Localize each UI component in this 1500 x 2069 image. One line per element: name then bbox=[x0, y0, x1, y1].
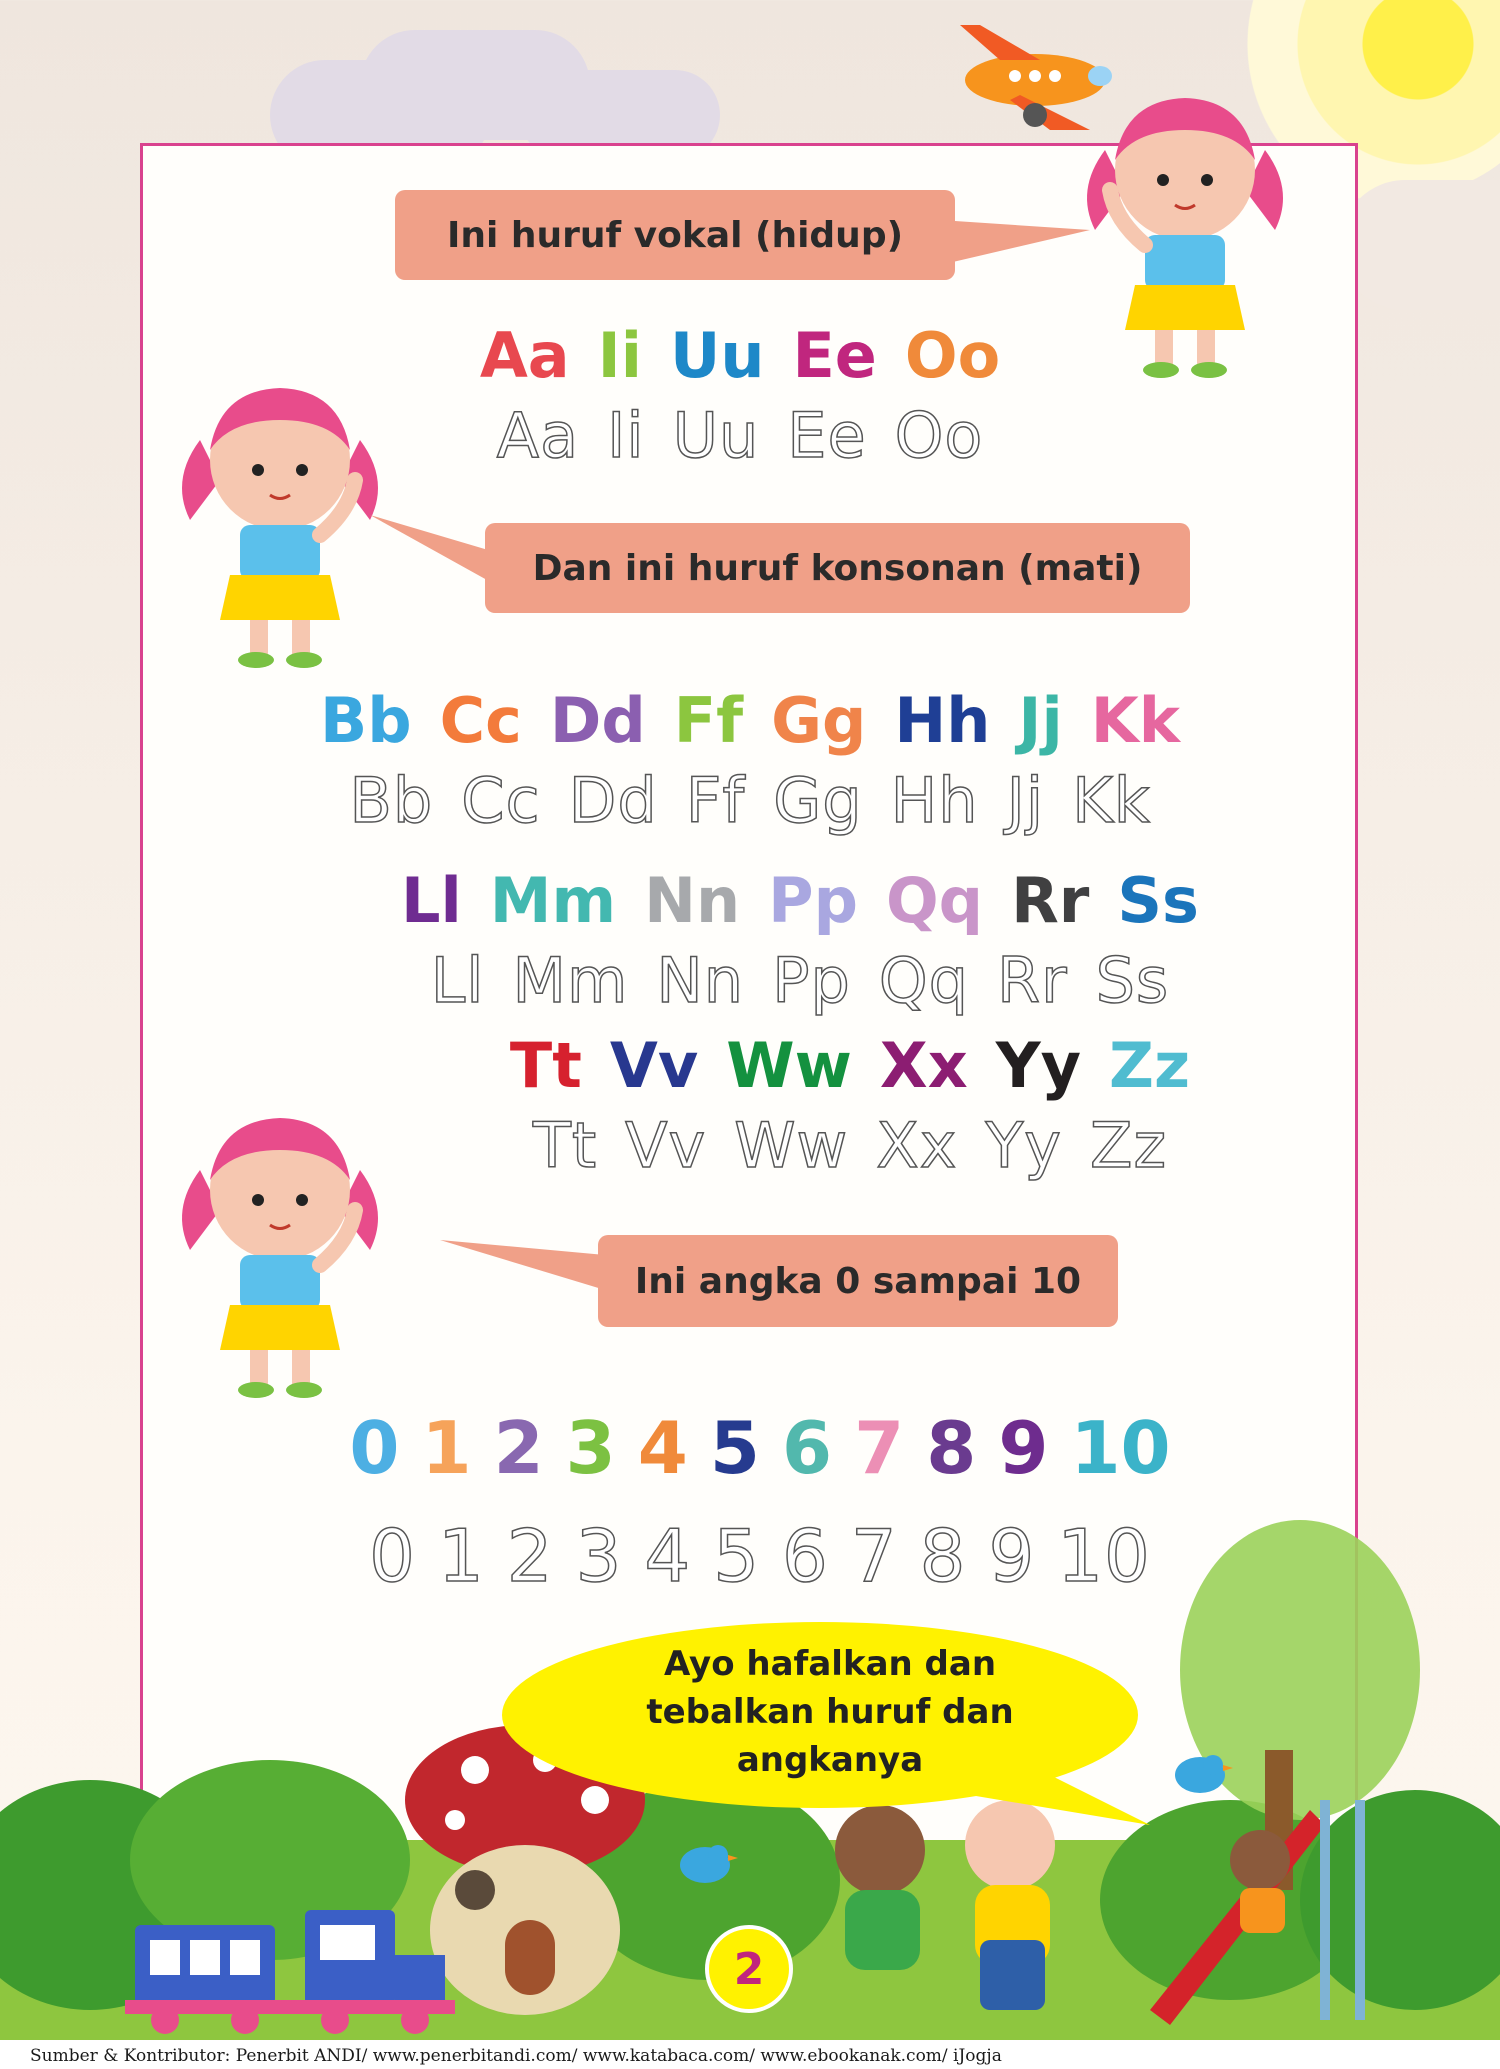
consonant-letter: Hh bbox=[894, 684, 991, 757]
number-digit-trace[interactable]: 1 bbox=[437, 1514, 485, 1598]
vowel-row bbox=[440, 319, 1040, 392]
consonant-letter-trace[interactable]: Ff bbox=[685, 764, 746, 837]
speech-bubble-vowels bbox=[395, 190, 955, 280]
consonant-letter-trace[interactable]: Dd bbox=[568, 764, 658, 837]
consonant-letter: Ss bbox=[1117, 864, 1199, 937]
consonant-letter: Vv bbox=[609, 1029, 699, 1102]
consonant-letter: Jj bbox=[1018, 684, 1063, 757]
number-digit: 6 bbox=[782, 1406, 833, 1490]
consonant-letter-trace[interactable]: Pp bbox=[772, 944, 851, 1017]
consonant-letter-trace[interactable]: Ss bbox=[1095, 944, 1170, 1017]
page-number-badge bbox=[705, 1925, 793, 2013]
consonant-letter-trace[interactable]: Hh bbox=[890, 764, 979, 837]
consonant-letter: Ff bbox=[673, 684, 744, 757]
consonant-trace-row-2 bbox=[400, 944, 1200, 1017]
vowel-letter: Uu bbox=[669, 319, 765, 392]
consonant-letter-trace[interactable]: Yy bbox=[985, 1109, 1063, 1182]
consonant-letter: Tt bbox=[509, 1029, 582, 1102]
vowel-trace-row bbox=[440, 399, 1040, 472]
vowel-letter-trace[interactable]: Oo bbox=[894, 399, 984, 472]
number-digit-trace[interactable]: 10 bbox=[1057, 1514, 1151, 1598]
consonant-letter: Cc bbox=[439, 684, 522, 757]
consonant-row-1 bbox=[300, 684, 1200, 757]
consonant-letter: Yy bbox=[995, 1029, 1082, 1102]
number-digit-trace[interactable]: 8 bbox=[919, 1514, 967, 1598]
bird-illustration bbox=[1165, 1745, 1235, 1800]
bubble-text: Dan ini huruf konsonan (mati) bbox=[532, 547, 1143, 589]
number-digit: 4 bbox=[637, 1406, 688, 1490]
number-digit-trace[interactable]: 2 bbox=[506, 1514, 554, 1598]
consonant-row-3 bbox=[500, 1029, 1200, 1102]
consonant-letter: Qq bbox=[885, 864, 984, 937]
number-digit: 0 bbox=[349, 1406, 400, 1490]
consonant-letter-trace[interactable]: Ll bbox=[430, 944, 485, 1017]
number-digit-trace[interactable]: 7 bbox=[850, 1514, 898, 1598]
consonant-letter: Ll bbox=[401, 864, 462, 937]
consonant-letter: Bb bbox=[319, 684, 412, 757]
consonant-letter: Mm bbox=[489, 864, 617, 937]
speech-bubble-numbers bbox=[598, 1235, 1118, 1327]
bubble-text: Ayo hafalkan dan tebalkan huruf dan angkanya bbox=[646, 1644, 1014, 1780]
consonant-letter-trace[interactable]: Bb bbox=[349, 764, 434, 837]
consonant-letter-trace[interactable]: Nn bbox=[656, 944, 745, 1017]
vowel-letter-trace[interactable]: Aa bbox=[496, 399, 580, 472]
consonant-letter: Xx bbox=[879, 1029, 968, 1102]
number-digit-trace[interactable]: 3 bbox=[575, 1514, 623, 1598]
consonant-letter-trace[interactable]: Kk bbox=[1072, 764, 1151, 837]
consonant-letter: Kk bbox=[1090, 684, 1180, 757]
bubble-text: Ini angka 0 sampai 10 bbox=[634, 1260, 1082, 1302]
bubble-tail bbox=[940, 215, 1100, 275]
train-illustration bbox=[125, 1895, 455, 2035]
number-digit: 3 bbox=[565, 1406, 616, 1490]
number-digit: 7 bbox=[854, 1406, 905, 1490]
consonant-letter: Pp bbox=[768, 864, 858, 937]
consonant-letter: Dd bbox=[549, 684, 646, 757]
number-digit: 8 bbox=[926, 1406, 977, 1490]
bird-illustration bbox=[670, 1835, 740, 1890]
consonant-letter: Rr bbox=[1011, 864, 1090, 937]
number-digit: 1 bbox=[421, 1406, 472, 1490]
consonant-letter: Ww bbox=[726, 1029, 852, 1102]
vowel-letter-trace[interactable]: Ii bbox=[607, 399, 645, 472]
consonant-trace-row-1 bbox=[300, 764, 1200, 837]
consonant-letter-trace[interactable]: Qq bbox=[878, 944, 969, 1017]
consonant-letter-trace[interactable]: Vv bbox=[625, 1109, 707, 1182]
vowel-letter: Ee bbox=[792, 319, 877, 392]
vowel-letter: Oo bbox=[904, 319, 1001, 392]
footer-credits: Sumber & Kontributor: Penerbit ANDI/ www.penerbitandi.com/ www.katabaca.com/ www.ebookanak.com/ iJogja bbox=[30, 2046, 1002, 2066]
consonant-letter-trace[interactable]: Zz bbox=[1090, 1109, 1168, 1182]
number-digit-trace[interactable]: 4 bbox=[644, 1514, 692, 1598]
consonant-letter: Gg bbox=[771, 684, 867, 757]
cloud-illustration bbox=[1340, 180, 1500, 310]
consonant-letter-trace[interactable]: Tt bbox=[532, 1109, 598, 1182]
consonant-letter-trace[interactable]: Jj bbox=[1006, 764, 1045, 837]
consonant-letter-trace[interactable]: Xx bbox=[876, 1109, 958, 1182]
vowel-letter-trace[interactable]: Uu bbox=[672, 399, 760, 472]
number-digit-trace[interactable]: 5 bbox=[713, 1514, 760, 1598]
slide-illustration bbox=[1140, 1770, 1370, 2030]
consonant-row-2 bbox=[400, 864, 1200, 937]
vowel-letter: Ii bbox=[597, 319, 642, 392]
speech-bubble-consonants bbox=[485, 523, 1190, 613]
consonant-trace-row-3 bbox=[500, 1109, 1200, 1182]
number-row bbox=[280, 1406, 1240, 1490]
bubble-text: Ini huruf vokal (hidup) bbox=[446, 214, 904, 256]
consonant-letter-trace[interactable]: Gg bbox=[773, 764, 863, 837]
number-digit: 2 bbox=[493, 1406, 544, 1490]
vowel-letter: Aa bbox=[479, 319, 570, 392]
speech-bubble-memorize bbox=[620, 1640, 1040, 1784]
number-digit: 10 bbox=[1070, 1406, 1171, 1490]
consonant-letter-trace[interactable]: Rr bbox=[997, 944, 1068, 1017]
girl-character bbox=[160, 370, 400, 670]
bubble-tail bbox=[440, 1235, 610, 1295]
consonant-letter-trace[interactable]: Ww bbox=[734, 1109, 849, 1182]
number-trace-row bbox=[280, 1514, 1240, 1598]
consonant-letter: Nn bbox=[644, 864, 741, 937]
consonant-letter-trace[interactable]: Cc bbox=[461, 764, 541, 837]
girl-character bbox=[1065, 80, 1305, 380]
number-digit-trace[interactable]: 0 bbox=[369, 1514, 416, 1598]
consonant-letter: Zz bbox=[1109, 1029, 1191, 1102]
page-number: 2 bbox=[733, 1943, 765, 1995]
vowel-letter-trace[interactable]: Ee bbox=[787, 399, 867, 472]
girl-character bbox=[160, 1100, 400, 1400]
number-digit: 5 bbox=[709, 1406, 760, 1490]
number-digit-trace[interactable]: 6 bbox=[782, 1514, 829, 1598]
number-digit: 9 bbox=[998, 1406, 1049, 1490]
consonant-letter-trace[interactable]: Mm bbox=[512, 944, 629, 1017]
number-digit-trace[interactable]: 9 bbox=[988, 1514, 1036, 1598]
